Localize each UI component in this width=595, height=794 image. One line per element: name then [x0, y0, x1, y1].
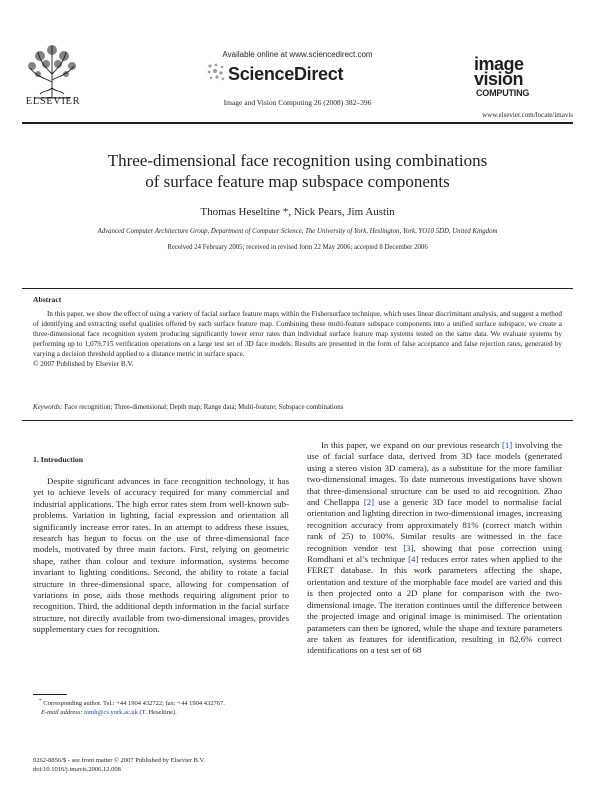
- journal-logo: [474, 56, 552, 106]
- affiliation: Advanced Computer Architecture Group, Department of Computer Science, The University of York, Heslington, York, YO10 5DD, United Kingdom: [97, 228, 498, 235]
- right-column: [307, 440, 562, 657]
- journal-logo-line-2: vision: [474, 69, 524, 89]
- footnote-contact: Corresponding author. Tel.: +44 1904 432722; fax: +44 1904 432767.: [43, 700, 225, 708]
- abstract-heading: Abstract: [33, 295, 62, 304]
- text-run: , showing that pose correction using Romdhani et al’s technique: [307, 542, 562, 565]
- doi-line: doi:10.1016/j.imavis.2006.12.008: [33, 766, 121, 773]
- citation-link-1[interactable]: [1]: [501, 440, 513, 450]
- keywords-text: Face recognition; Three-dimensional; Depth map; Range data; Multi-feature; Subspace combinations: [64, 404, 344, 411]
- abstract-copyright: © 2007 Published by Elsevier B.V.: [33, 360, 134, 368]
- footnote-email-suffix: (T. Heseltine).: [137, 709, 177, 717]
- section-heading-introduction: 1. Introduction: [33, 455, 84, 464]
- journal-logo-line-1: image: [474, 54, 524, 74]
- header-divider: [22, 122, 573, 124]
- abstract-top-rule: [22, 288, 573, 289]
- text-run: involving the use of facial surface data, derived from 3D face models (generated using a stereo vision 3D camera), as a substitute for the more familiar two-dimensional images. To date numerous investigations have shown that three-dimensional structure can be used to aid recognition. Zhao and Chellappa: [307, 440, 562, 508]
- citation-link-2[interactable]: [2]: [363, 497, 375, 508]
- text-run: reduces error rates when applied to the FERET database. In this work parameters affecting the shape, orientation and texture of the morphable face model are varied and this is then projected onto a 2D plane for comparison with the two-dimensional image. The iteration continues until the difference between the projected image and original image is minimised. The orientation parameters can then be ignored, while the shape and texture parameters are taken as features for identification, resulting in 82.6% correct identifications on a test set of 68: [307, 554, 562, 656]
- front-matter-info: [33, 756, 205, 774]
- footnote-marker: *: [39, 698, 42, 704]
- footnote-email-link[interactable]: tomh@cs.york.ac.uk: [84, 709, 138, 717]
- abstract-bottom-rule: [22, 420, 573, 421]
- footnote: [33, 697, 291, 717]
- left-column: [33, 476, 289, 636]
- sciencedirect-dots-icon: [206, 62, 228, 84]
- authors: Thomas Heseltine *, Nick Pears, Jim Austin: [200, 206, 395, 218]
- issn-line: 0262-8856/$ - see front matter © 2007 Published by Elsevier B.V.: [33, 757, 205, 764]
- received-dates: Received 24 February 2005; received in revised form 22 May 2006; accepted 8 December 2006: [167, 244, 428, 251]
- journal-reference: Image and Vision Computing 26 (2008) 382–396: [223, 98, 372, 107]
- journal-url-link[interactable]: www.elsevier.com/locate/imavis: [482, 111, 573, 119]
- intro-paragraph-1: Despite significant advances in face recognition technology, it has yet to achieve levels of accuracy required for many commercial and industrial applications. The high error rates stem from well-known sub-problems. Variation in lighting, facial expression and orientation all significantly increase error rates. In an attempt to address these issues, research has begun to focus on the use of three-dimensional face models, motivated by three main factors. First, relying on geometric shape, rather than colour and texture information, systems become invariant to lighting conditions. Second, the ability to rotate a facial structure in three-dimensional space, allowing for compensation of variations in pose, aids those methods requiring alignment prior to recognition. Third, the additional depth information in the facial surface structure, not directly available from two-dimensional images, provides supplementary cues for recognition.: [33, 476, 289, 635]
- keywords: [33, 404, 562, 411]
- footnote-rule: [33, 694, 67, 695]
- sciencedirect-logo: ScienceDirect: [228, 64, 344, 84]
- article-title: [0, 150, 595, 192]
- title-line-1: Three-dimensional face recognition using combinations: [107, 151, 488, 170]
- citation-link-3[interactable]: [3]: [403, 542, 414, 553]
- title-line-2: of surface feature map subspace components: [145, 172, 450, 191]
- intro-paragraph-2: [307, 440, 562, 657]
- citation-link-4[interactable]: [4]: [408, 554, 419, 565]
- abstract-text: In this paper, we show the effect of using a variety of facial surface feature maps within the Fishersurface technique, which uses linear discriminant analysis, and suggest a method of identifying and extracting useful qualities offered by each surface feature map. Combining these multi-feature subspace components into a unified surface subspace, we create a three-dimensional face recognition system producing significantly lower error rates than individual surface feature map systems tested on the same data. We evaluate systems by performing up to 1,079,715 verification operations on a large test set of 3D face models. Results are presented in the form of false acceptance and false rejection rates, generated by varying a decision threshold applied to a distance metric in surface space.: [33, 310, 562, 358]
- available-online-text: Available online at www.sciencedirect.com: [222, 50, 373, 59]
- text-run: In this paper, we expand on our previous research: [321, 440, 502, 450]
- text-run: use a generic 3D face model to normalise facial orientation and lighting direction in two-dimensional images, increasing recognition accuracy from approximately 81% (correct match within rank of 25) to 100%. Similar results are witnessed in the face recognition vendor test: [307, 497, 562, 553]
- keywords-label: Keywords:: [33, 404, 63, 411]
- journal-logo-line-3: COMPUTING: [476, 88, 530, 98]
- abstract-body: [33, 309, 562, 369]
- footnote-email-label: E-mail address:: [41, 709, 83, 717]
- publisher-name: ELSEVIER: [25, 96, 81, 107]
